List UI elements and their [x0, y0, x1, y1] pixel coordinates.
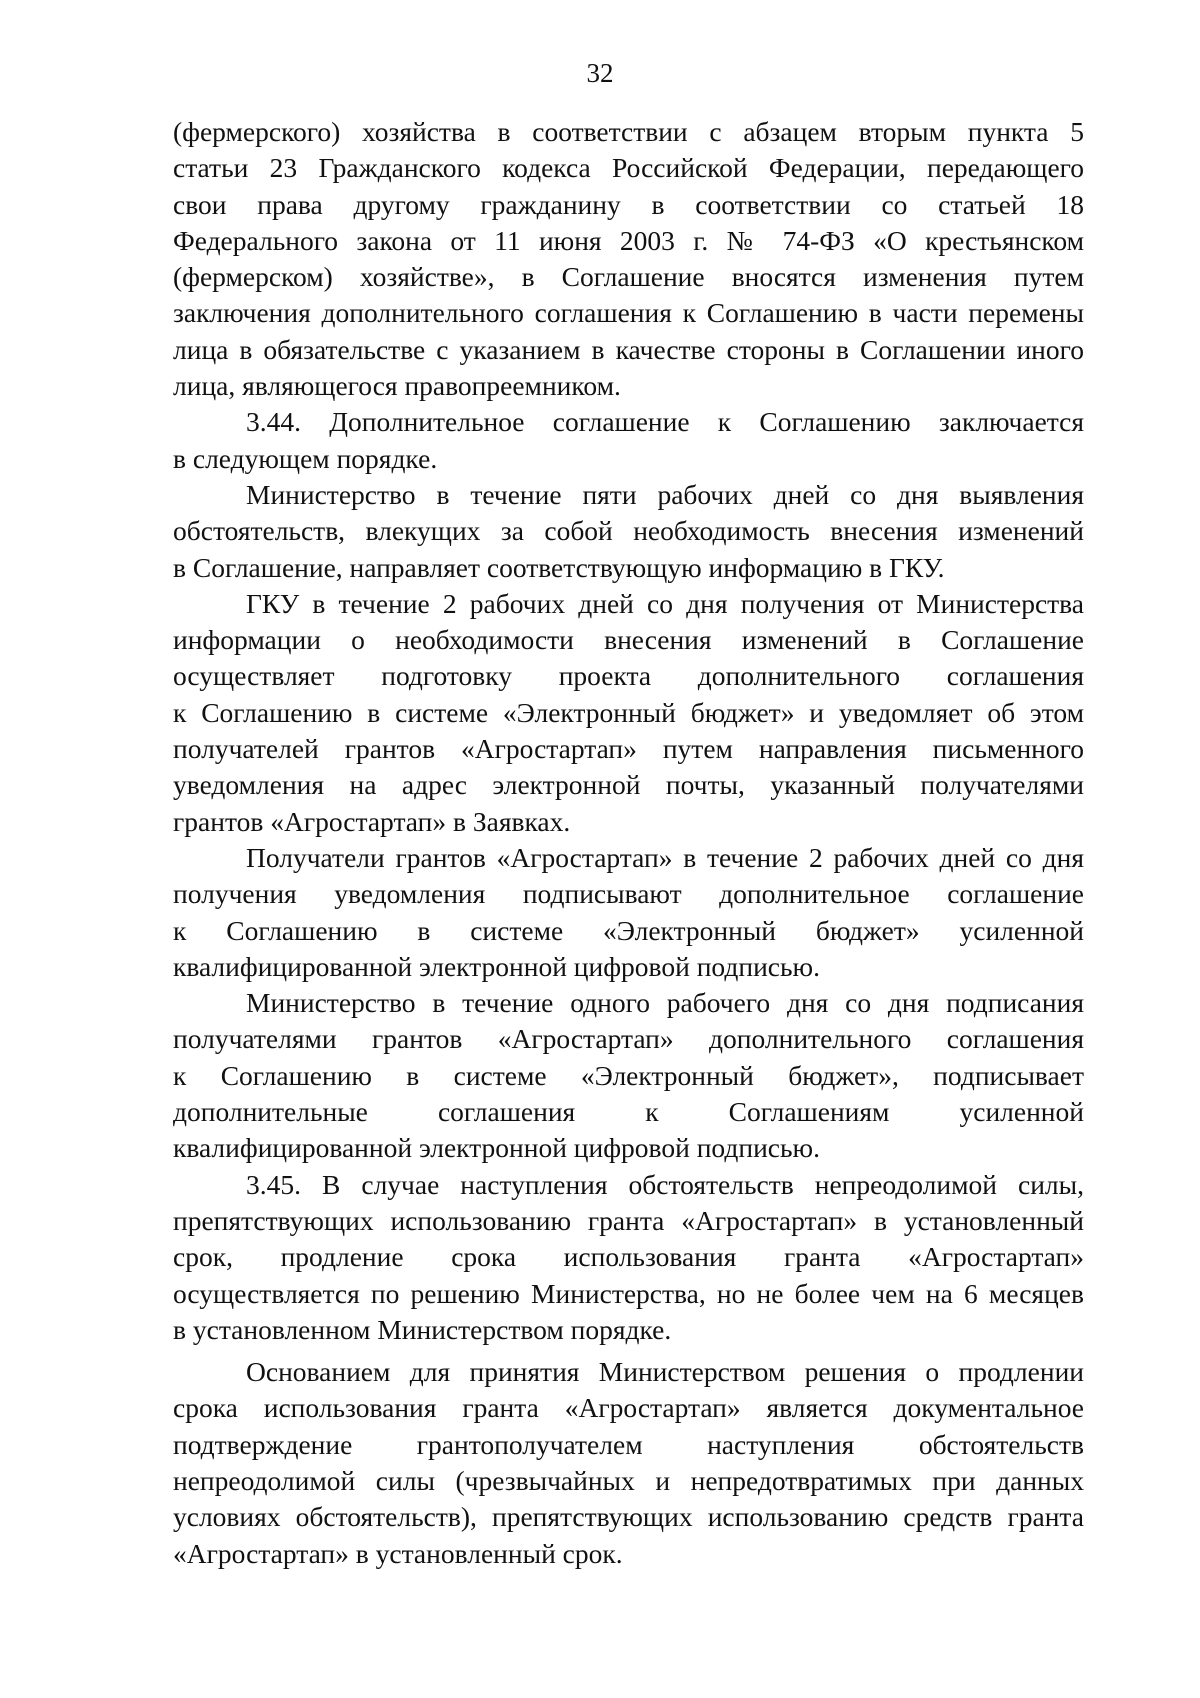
- text-line: срок, продление срока использования гранта «Агростартап»: [173, 1241, 1084, 1273]
- text-line: Основанием для принятия Министерством решения о продлении: [246, 1356, 1084, 1388]
- text-line: в следующем порядке.: [173, 442, 438, 474]
- text-line: Получатели грантов «Агростартап» в течение 2 рабочих дней со дня: [246, 841, 1084, 873]
- paragraph-continuation: [173, 114, 1084, 404]
- text-line: в установленном Министерством порядке.: [173, 1313, 672, 1345]
- text-line: свои права другому гражданину в соответствии со статьей 18: [173, 188, 1084, 220]
- text-line: квалифицированной электронной цифровой подписью.: [173, 1132, 820, 1164]
- text-line: лица, являющегося правопреемником.: [173, 370, 621, 402]
- text-line: заключения дополнительного соглашения к Соглашению в части перемены: [173, 297, 1084, 329]
- text-line: непреодолимой силы (чрезвычайных и непредотвратимых при данных: [173, 1464, 1084, 1496]
- text-line: к Соглашению в системе «Электронный бюджет» усиленной: [173, 914, 1084, 946]
- text-line: осуществляет подготовку проекта дополнительного соглашения: [173, 660, 1084, 692]
- document-body: [173, 114, 1084, 1572]
- text-line: подтверждение грантополучателем наступления обстоятельств: [173, 1428, 1084, 1460]
- text-line: Министерство в течение одного рабочего дня со дня подписания: [246, 987, 1084, 1019]
- text-line: получения уведомления подписывают дополнительное соглашение: [173, 878, 1084, 910]
- text-line: лица в обязательстве с указанием в качестве стороны в Соглашении иного: [173, 333, 1084, 365]
- text-line: получателями грантов «Агростартап» дополнительного соглашения: [173, 1023, 1084, 1055]
- paragraph-3-44: [173, 404, 1084, 477]
- text-line: (фермерского) хозяйства в соответствии с абзацем вторым пункта 5: [173, 116, 1084, 147]
- text-line: статьи 23 Гражданского кодекса Российской Федерации, передающего: [173, 152, 1084, 184]
- text-line: ГКУ в течение 2 рабочих дней со дня получения от Министерства: [246, 587, 1084, 619]
- text-line: получателей грантов «Агростартап» путем направления письменного: [173, 733, 1084, 765]
- text-line: 3.44. Дополнительное соглашение к Соглашению заключается: [246, 406, 1084, 438]
- text-line: 3.45. В случае наступления обстоятельств непреодолимой силы,: [246, 1168, 1084, 1200]
- paragraph-gku: [173, 586, 1084, 840]
- text-line: в Соглашение, направляет соответствующую информацию в ГКУ.: [173, 551, 945, 583]
- page-number: 32: [586, 58, 614, 88]
- text-line: «Агростартап» в установленный срок.: [173, 1537, 623, 1569]
- text-line: условиях обстоятельств), препятствующих использованию средств гранта: [173, 1501, 1084, 1533]
- paragraph-recipients-sign: [173, 840, 1084, 985]
- text-line: (фермерском) хозяйстве», в Соглашение вносятся изменения путем: [173, 261, 1084, 293]
- text-line: осуществляется по решению Министерства, но не более чем на 6 месяцев: [173, 1277, 1084, 1309]
- text-line: к Соглашению в системе «Электронный бюджет» и уведомляет об этом: [173, 696, 1084, 728]
- text-line: к Соглашению в системе «Электронный бюджет», подписывает: [173, 1059, 1084, 1091]
- text-line: дополнительные соглашения к Соглашениям усиленной: [173, 1096, 1084, 1128]
- paragraph-ministry-notice: [173, 477, 1084, 586]
- text-line: информации о необходимости внесения изменений в Соглашение: [173, 624, 1084, 656]
- text-line: препятствующих использованию гранта «Агростартап» в установленный: [173, 1204, 1084, 1236]
- text-line: Федерального закона от 11 июня 2003 г. № 74-ФЗ «О крестьянском: [173, 224, 1084, 256]
- paragraph-3-45: [173, 1167, 1084, 1348]
- text-line: грантов «Агростартап» в Заявках.: [173, 805, 571, 837]
- text-line: Министерство в течение пяти рабочих дней со дня выявления: [246, 478, 1084, 510]
- paragraph-ministry-sign: [173, 985, 1084, 1166]
- text-line: срока использования гранта «Агростартап» является документальное: [173, 1392, 1084, 1424]
- text-line: квалифицированной электронной цифровой подписью.: [173, 950, 820, 982]
- paragraph-extension-basis: [173, 1354, 1084, 1572]
- text-line: обстоятельств, влекущих за собой необходимость внесения изменений: [173, 515, 1084, 547]
- text-line: уведомления на адрес электронной почты, указанный получателями: [173, 769, 1084, 801]
